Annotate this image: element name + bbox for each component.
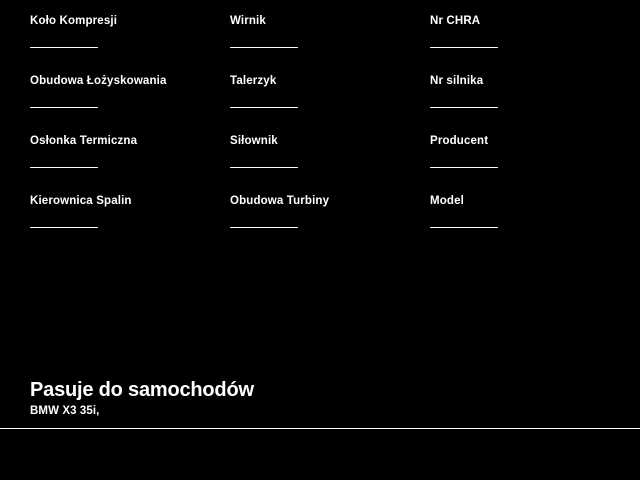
spec-field-label: Model (430, 195, 464, 207)
spec-field-label: Osłonka Termiczna (30, 135, 138, 147)
spec-field-label: Koło Kompresji (30, 15, 118, 27)
spec-field-label: Nr CHRA (430, 15, 481, 27)
spec-field-underline (230, 167, 298, 168)
spec-field-underline (30, 47, 98, 48)
spec-field-kierownica-spalin (30, 194, 230, 254)
footer-divider (0, 428, 640, 429)
spec-field-producent (430, 134, 530, 194)
compatibility-section (30, 378, 590, 418)
spec-field-kolo-kompresji (30, 14, 230, 74)
spec-field-underline (430, 167, 498, 168)
spec-field-underline (430, 107, 498, 108)
spec-field-nr-chra (430, 14, 530, 74)
spec-field-label: Producent (430, 135, 489, 147)
spec-field-underline (430, 47, 498, 48)
spec-field-silownik (230, 134, 430, 194)
spec-field-model (430, 194, 530, 254)
spec-field-nr-silnika (430, 74, 530, 134)
spec-field-underline (30, 107, 98, 108)
spec-field-oslonka-termiczna (30, 134, 230, 194)
spec-field-obudowa-turbiny (230, 194, 430, 254)
spec-field-label: Obudowa Łożyskowania (30, 75, 167, 87)
compatibility-title: Pasuje do samochodów (30, 379, 254, 401)
spec-field-underline (30, 227, 98, 228)
spec-field-underline (230, 107, 298, 108)
specification-grid (30, 14, 530, 254)
spec-field-obudowa-lozyskowania (30, 74, 230, 134)
spec-field-label: Siłownik (230, 135, 278, 147)
spec-field-talerzyk (230, 74, 430, 134)
compatibility-vehicle-list: BMW X3 35i, (30, 405, 100, 417)
spec-field-wirnik (230, 14, 430, 74)
spec-field-label: Obudowa Turbiny (230, 195, 330, 207)
spec-field-underline (230, 47, 298, 48)
spec-field-label: Wirnik (230, 15, 266, 27)
spec-field-underline (30, 167, 98, 168)
spec-field-underline (430, 227, 498, 228)
spec-field-underline (230, 227, 298, 228)
spec-field-label: Talerzyk (230, 75, 277, 87)
spec-field-label: Kierownica Spalin (30, 195, 132, 207)
spec-field-label: Nr silnika (430, 75, 484, 87)
